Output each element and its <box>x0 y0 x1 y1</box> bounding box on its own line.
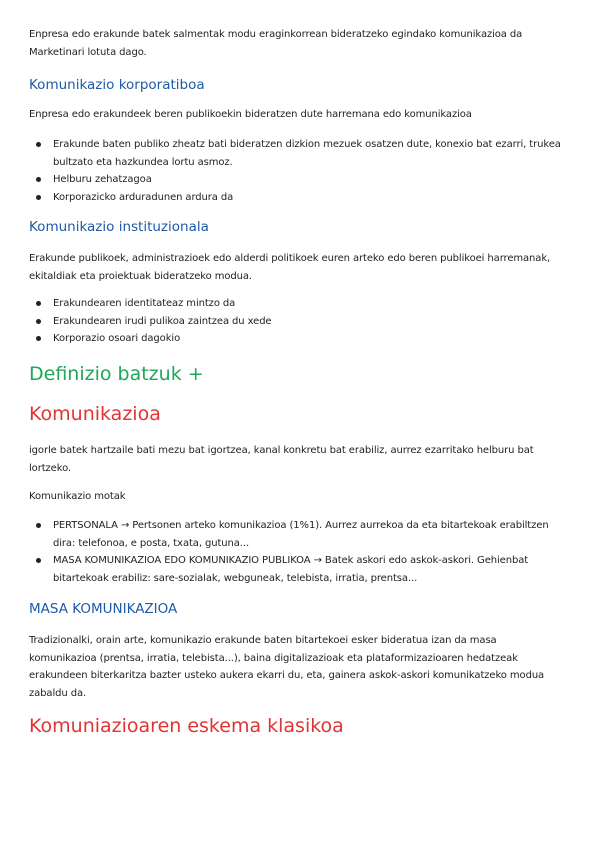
communication-types-list <box>29 517 569 587</box>
list-item: PERTSONALA → Pertsonen arteko komunikazioa (1%1). Aurrez aurrekoa da eta bitartekoak erabiltzen dira: telefonoa, e posta, txata, gutuna... <box>29 517 569 552</box>
institutional-paragraph: Erakunde publikoek, administrazioek edo alderdi politikoek euren arteko edo beren publikoei harremanak, ekitaldiak eta proiektuak bideratzeko modua. <box>29 253 551 282</box>
corporate-paragraph: Enpresa edo erakundeek beren publikoekin bideratzen dute harremana edo komunikazioa <box>29 109 472 120</box>
bullet-dot <box>36 319 41 324</box>
bullet-dot <box>36 142 41 147</box>
list-item: MASA KOMUNIKAZIOA EDO KOMUNIKAZIO PUBLIKOA → Batek askori edo askok-askori. Gehienbat bitartekoak erabiliz: sare-sozialak, webguneak, telebista, irratia, prentsa... <box>29 552 569 587</box>
bullet-dot <box>36 558 41 563</box>
list-item: Korporazicko arduradunen ardura da <box>29 189 569 207</box>
bullet-dot <box>36 336 41 341</box>
bullet-dot <box>36 301 41 306</box>
intro-paragraph: Enpresa edo erakunde batek salmentak modu eraginkorrean bideratzeko egindako komunikazioa da Marketinari lotuta dago. <box>29 29 523 58</box>
mass-communication-paragraph: Tradizionalki, orain arte, komunikazio erakunde baten bitartekoei esker bideratua izan da masa komunikazioa (prentsa, irratia, telebista...), baina digitalizazioak eta plataformizazioaren hedatzeak erakundeen biterkaritza bazter usteko aukera ekarri du, eta, gainera askok-askori komunikatzeko modua zabaldu da. <box>29 635 545 699</box>
list-item: Erakundearen irudi pulikoa zaintzea du xede <box>29 313 569 331</box>
list-item: Helburu zehatzagoa <box>29 171 569 189</box>
list-item: Korporazio osoari dagokio <box>29 330 569 348</box>
corporate-bullet-list <box>29 136 569 206</box>
communication-paragraph: igorle batek hartzaile bati mezu bat igortzea, kanal konkretu bat erabiliz, aurrez ezarritako helburu bat lortzeko. <box>29 445 534 474</box>
communication-types-label: Komunikazio motak <box>29 491 126 502</box>
heading-mass-communication: MASA KOMUNIKAZIOA <box>29 601 178 617</box>
list-item: Erakunde baten publiko zheatz bati bideratzen dizkion mezuek osatzen dute, konexio bat ezarri, trukea bultzato eta hazkundea lortu asmoz. <box>29 136 569 171</box>
bullet-dot <box>36 177 41 182</box>
bullet-dot <box>36 195 41 200</box>
heading-classic-scheme: Komuniazioaren eskema klasikoa <box>29 715 344 737</box>
heading-communication: Komunikazioa <box>29 403 161 425</box>
list-item: Erakundearen identitateaz mintzo da <box>29 295 569 313</box>
heading-corporate-communication: Komunikazio korporatiboa <box>29 77 205 93</box>
institutional-bullet-list <box>29 295 569 348</box>
heading-institutional-communication: Komunikazio instituzionala <box>29 219 209 235</box>
bullet-dot <box>36 523 41 528</box>
heading-definitions: Definizio batzuk + <box>29 363 204 385</box>
